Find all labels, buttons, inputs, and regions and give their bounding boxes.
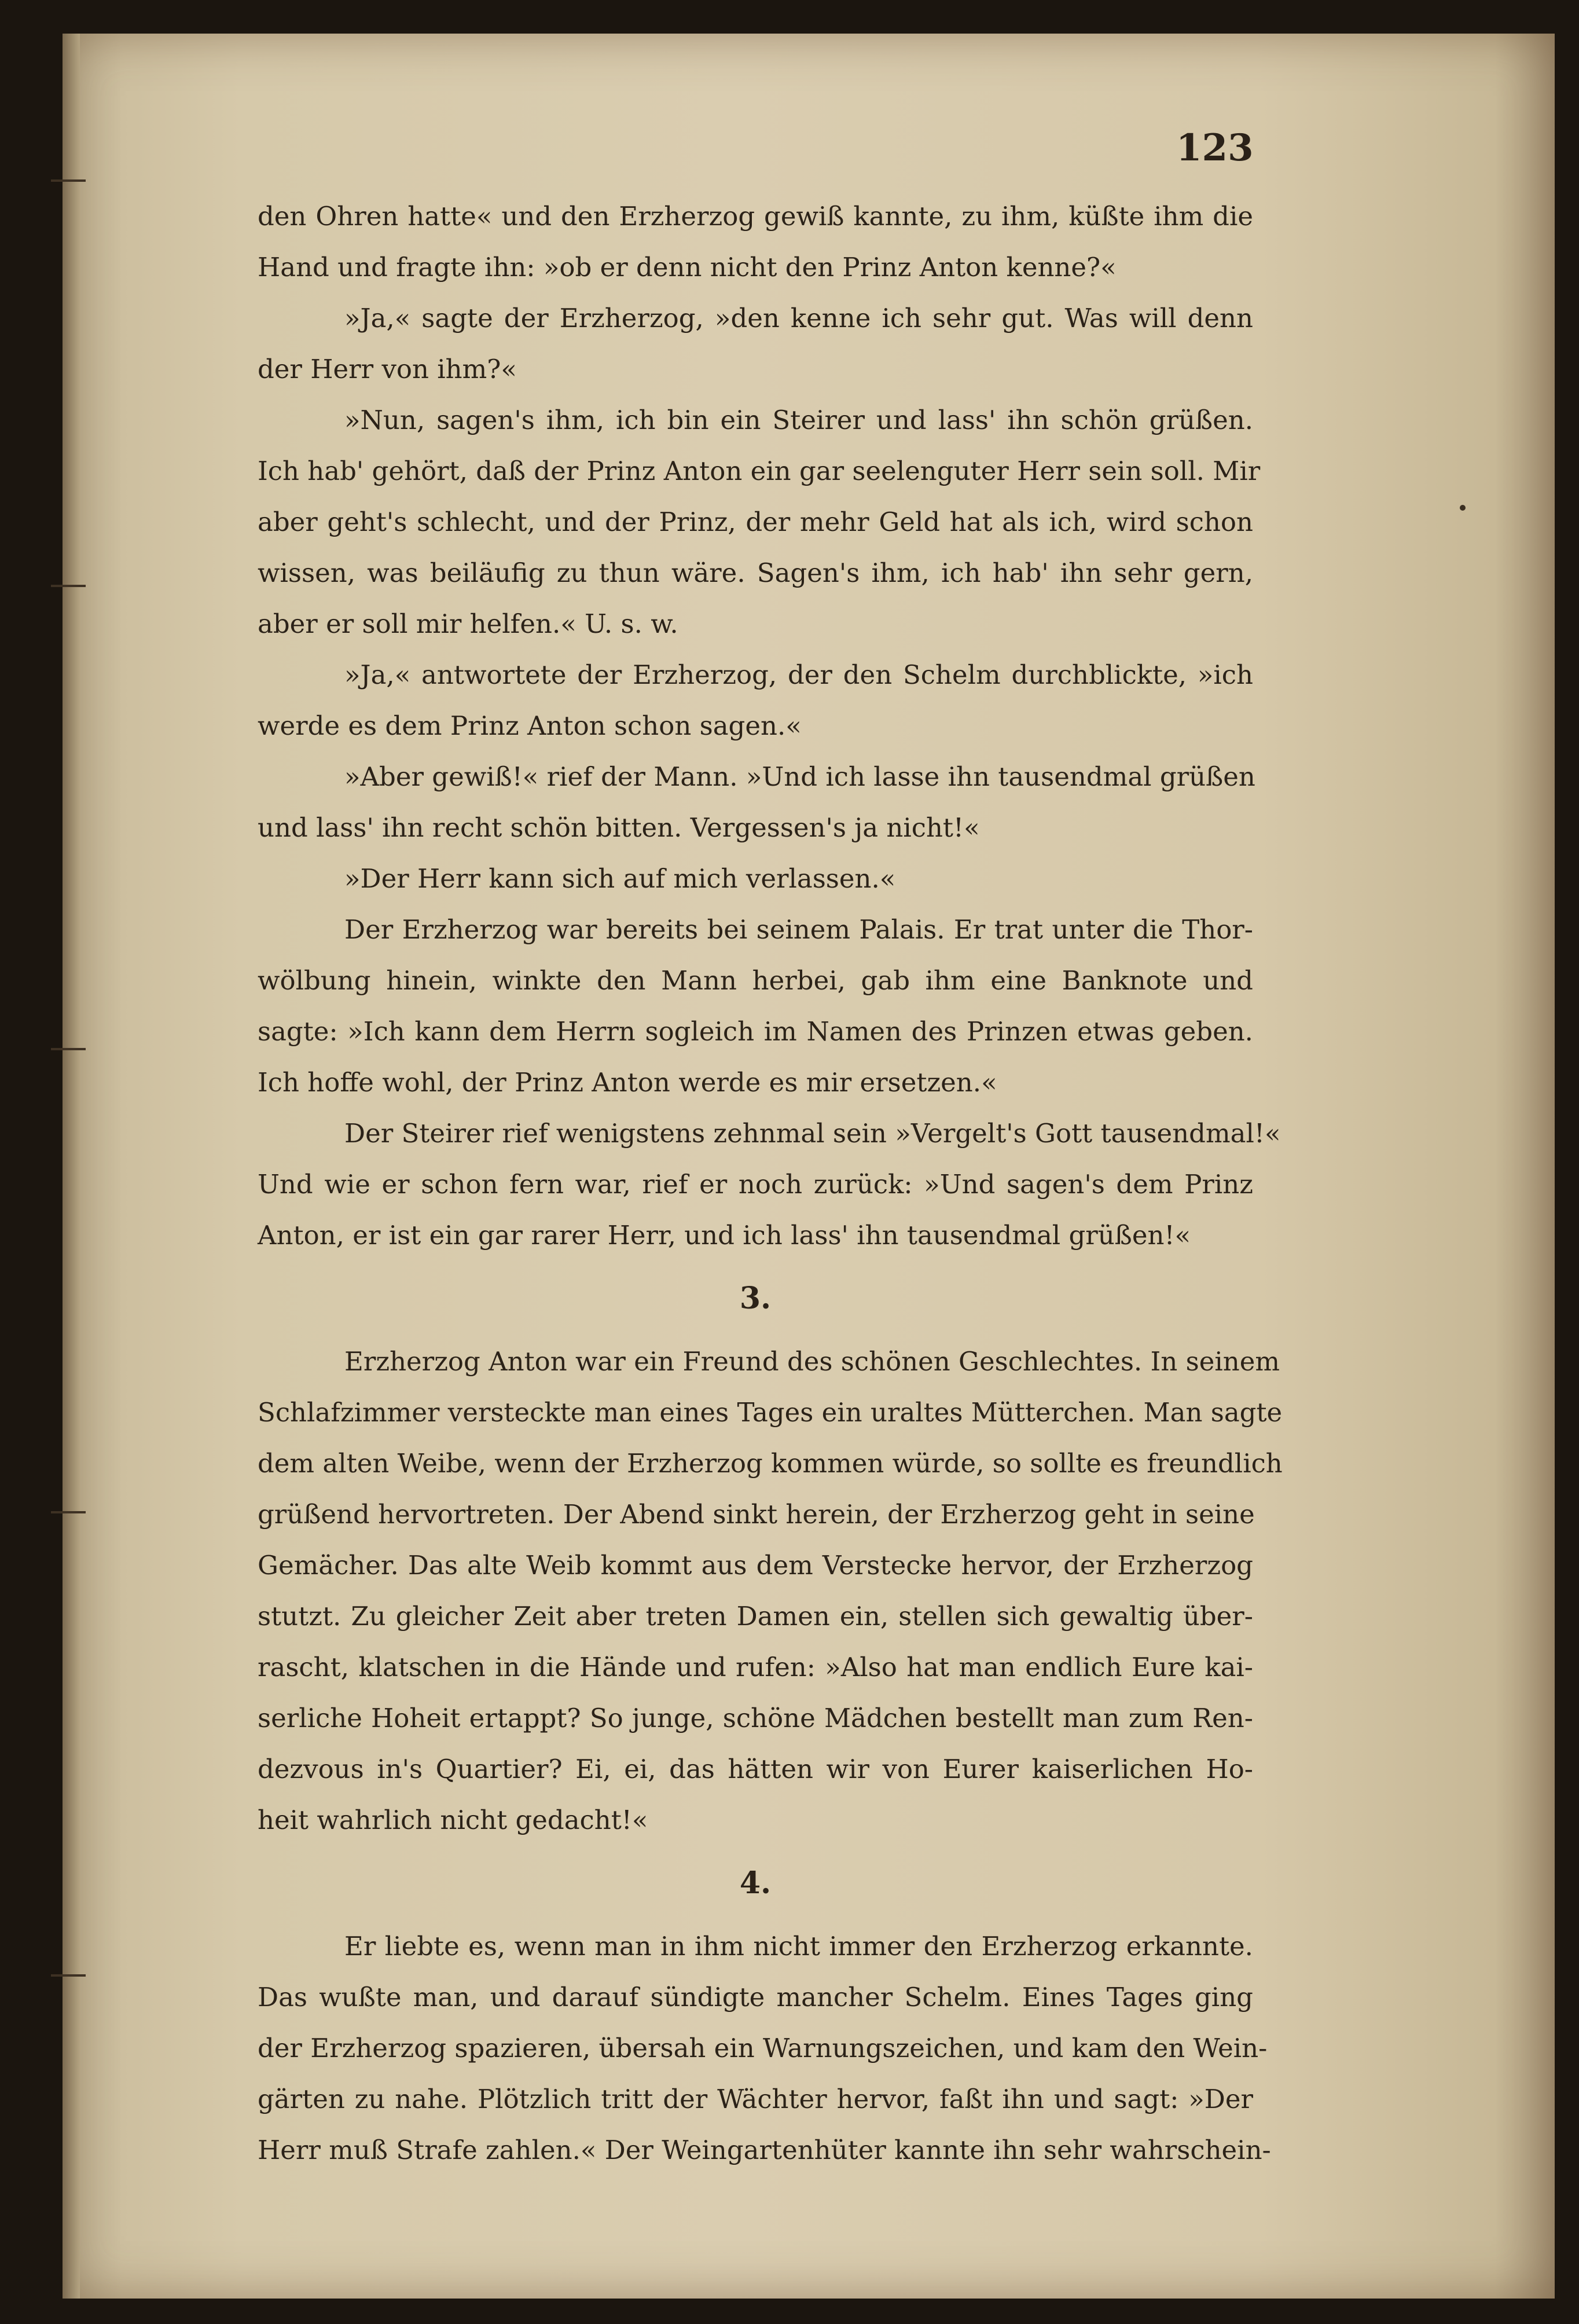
text-line: »Der Herr kann sich auf mich verlassen.« (344, 863, 896, 894)
binding-stitch (51, 1048, 86, 1050)
text-line: Erzherzog Anton war ein Freund des schönen Geschlechtes. In seinem (344, 1346, 1280, 1377)
binding-stitch (51, 1511, 86, 1513)
text-line: grüßend hervortreten. Der Abend sinkt herein, der Erzherzog geht in seine (258, 1499, 1255, 1530)
text-line: der Herr von ihm?« (258, 354, 517, 384)
text-line: und lass' ihn recht schön bitten. Vergessen's ja nicht!« (258, 812, 980, 843)
section-heading-3: 3. (739, 1281, 772, 1316)
body-text (258, 191, 1283, 2176)
text-line: Hand und fragte ihn: »ob er denn nicht den Prinz Anton kenne?« (258, 252, 1117, 283)
section-heading-4: 4. (739, 1865, 772, 1901)
text-line: Herr muß Strafe zahlen.« Der Weingartenhüter kannte ihn sehr wahrschein- (258, 2135, 1271, 2165)
text-line: Ich hoffe wohl, der Prinz Anton werde es mir ersetzen.« (258, 1067, 997, 1098)
text-line: aber geht's schlecht, und der Prinz, der mehr Geld hat als ich, wird schon (258, 507, 1253, 537)
binding-stitch (51, 585, 86, 587)
text-line: Ich hab' gehört, daß der Prinz Anton ein gar seelenguter Herr sein soll. Mir (258, 456, 1261, 486)
text-line: »Nun, sagen's ihm, ich bin ein Steirer und lass' ihn schön grüßen. (344, 405, 1253, 435)
text-line: »Ja,« sagte der Erzherzog, »den kenne ich sehr gut. Was will denn (344, 303, 1253, 333)
text-block-section-4 (258, 1921, 1271, 2176)
text-line: Gemächer. Das alte Weib kommt aus dem Verstecke hervor, der Erzherzog (258, 1550, 1253, 1581)
text-line: den Ohren hatte« und den Erzherzog gewiß kannte, zu ihm, küßte ihm die (258, 201, 1253, 232)
text-line: gärten zu nahe. Plötzlich tritt der Wächter hervor, faßt ihn und sagt: »Der (258, 2084, 1253, 2114)
binding-stitch (51, 1974, 86, 1977)
text-line: wölbung hinein, winkte den Mann herbei, gab ihm eine Banknote und (258, 965, 1253, 996)
binding-gutter (63, 34, 80, 2299)
text-line: serliche Hoheit ertappt? So junge, schöne Mädchen bestellt man zum Ren- (258, 1703, 1253, 1733)
text-line: heit wahrlich nicht gedacht!« (258, 1805, 648, 1835)
text-line: »Aber gewiß!« rief der Mann. »Und ich lasse ihn tausendmal grüßen (344, 761, 1255, 792)
page-number: 123 (1176, 126, 1254, 170)
text-line: aber er soll mir helfen.« U. s. w. (258, 609, 678, 639)
text-line: werde es dem Prinz Anton schon sagen.« (258, 710, 802, 741)
text-line: Der Steirer rief wenigstens zehnmal sein »Vergelt's Gott tausendmal!« (344, 1118, 1281, 1149)
text-line: Anton, er ist ein gar rarer Herr, und ich lass' ihn tausendmal grüßen!« (258, 1220, 1191, 1251)
text-line: sagte: »Ich kann dem Herrn sogleich im Namen des Prinzen etwas geben. (258, 1016, 1253, 1047)
text-line: stutzt. Zu gleicher Zeit aber treten Damen ein, stellen sich gewaltig über- (258, 1601, 1253, 1632)
text-line: rascht, klatschen in die Hände und rufen: »Also hat man endlich Eure kai- (258, 1652, 1253, 1682)
text-line: Und wie er schon fern war, rief er noch zurück: »Und sagen's dem Prinz (258, 1169, 1253, 1200)
text-line: Der Erzherzog war bereits bei seinem Palais. Er trat unter die Thor- (344, 914, 1253, 945)
binding-stitch (51, 179, 86, 182)
text-line: wissen, was beiläufig zu thun wäre. Sagen's ihm, ich hab' ihn sehr gern, (258, 558, 1253, 588)
ink-spot (1460, 505, 1466, 511)
text-line: Er liebte es, wenn man in ihm nicht immer den Erzherzog erkannte. (344, 1931, 1253, 1962)
text-line: dem alten Weibe, wenn der Erzherzog kommen würde, so sollte es freundlich (258, 1448, 1283, 1479)
text-line: der Erzherzog spazieren, übersah ein Warnungszeichen, und kam den Wein- (258, 2033, 1268, 2063)
text-block-section-3 (258, 1336, 1283, 1846)
text-block-continuation (258, 191, 1281, 1261)
text-line: Schlafzimmer versteckte man eines Tages ein uraltes Mütterchen. Man sagte (258, 1397, 1283, 1428)
text-line: Das wußte man, und darauf sündigte mancher Schelm. Eines Tages ging (258, 1982, 1253, 2013)
text-line: dezvous in's Quartier? Ei, ei, das hätten wir von Eurer kaiserlichen Ho- (258, 1754, 1253, 1784)
text-line: »Ja,« antwortete der Erzherzog, der den Schelm durchblickte, »ich (344, 659, 1253, 690)
